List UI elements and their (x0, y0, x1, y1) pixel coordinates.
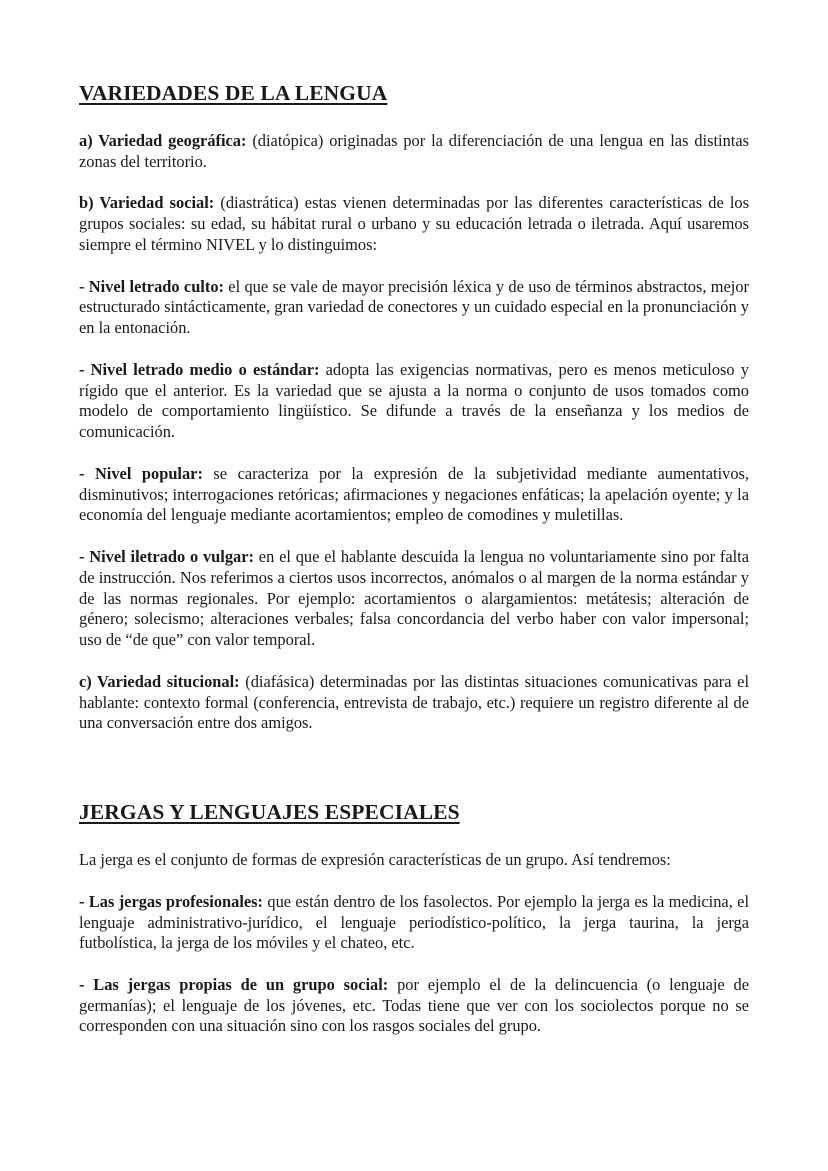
term-nivel-vulgar: - Nivel iletrado o vulgar: (79, 546, 254, 566)
term-nivel-estandar: - Nivel letrado medio o estándar: (79, 359, 320, 379)
term-nivel-culto: - Nivel letrado culto: (79, 276, 224, 296)
paragraph-nivel-estandar (79, 360, 749, 443)
paragraph-variedad-social (79, 193, 749, 255)
definition-nivel-popular: se caracteriza por la expresión de la subjetividad mediante aumentativos, disminutivos; interrogaciones retóricas; afirmaciones y negaciones enfáticas; la apelación oyente; y la economía del lenguaje mediante acortamientos; empleo de comodines y muletillas. (79, 463, 749, 525)
term-variedad-geografica: a) Variedad geográfica: (79, 131, 247, 150)
paragraph-nivel-popular (79, 464, 749, 526)
definition-variedad-social: (diastrática) estas vienen determinadas por las diferentes características de los grupos sociales: su edad, su hábitat rural o urbano y su educación letrada o iletrada. Aquí usaremos siempre el término NIVEL y lo distinguimos: (79, 193, 750, 254)
paragraph-variedad-geografica (79, 131, 749, 173)
term-jergas-profesionales: - Las jergas profesionales: (79, 891, 263, 911)
definition-nivel-estandar: adopta las exigencias normativas, pero es menos meticuloso y rígido que el anterior. Es la variedad que se ajusta a la norma o conjunto de usos tomados como modelo de comportamiento lingüístico. Se difunde a través de la enseñanza y los medios de comunicación. (79, 359, 749, 442)
document-page (79, 78, 749, 1037)
section-title-variedades: VARIEDADES DE LA LENGUA (79, 81, 388, 105)
term-nivel-popular: - Nivel popular: (79, 463, 203, 483)
definition-jergas-profesionales: que están dentro de los fasolectos. Por ejemplo la jerga es la medicina, el lenguaje administrativo-jurídico, el lenguaje periodístico-político, la jerga taurina, la jerga futbolística, la jerga de los móviles y el chateo, etc. (79, 891, 750, 953)
definition-jergas-grupo-social: por ejemplo el de la delincuencia (o lenguaje de germanías); el lenguaje de los jóvenes, etc. Todas tiene que ver con los sociolectos porque no se corresponden con una situación sino con los rasgos sociales del grupo. (79, 974, 749, 1036)
definition-nivel-vulgar: en el que el hablante descuida la lengua no voluntariamente sino por falta de instrucción. Nos referimos a ciertos usos incorrectos, anómalos o al margen de la norma estándar y de las normas regionales. Por ejemplo: acortamientos o alargamientos: metátesis; alteración de género; solecismo; alteraciones verbales; falsa concordancia del verbo haber con valor impersonal; uso de “de que” con valor temporal. (79, 546, 749, 650)
term-jergas-grupo-social: - Las jergas propias de un grupo social: (79, 974, 389, 994)
term-variedad-situacional: c) Variedad situcional: (79, 671, 240, 691)
definition-nivel-culto: el que se vale de mayor precisión léxica y de uso de términos abstractos, mejor estructurado sintácticamente, gran variedad de conectores y un cuidado especial en la pronunciación y en la entonación. (79, 276, 749, 338)
paragraph-jergas-grupo-social (79, 975, 749, 1037)
paragraph-variedad-situacional (79, 672, 749, 734)
section-title-jergas: JERGAS Y LENGUAJES ESPECIALES (79, 800, 460, 825)
definition-variedad-situacional: (diafásica) determinadas por las distintas situaciones comunicativas para el hablante: contexto formal (conferencia, entrevista de trabajo, etc.) requiere un registro diferente al de una conversación entre dos amigos. (79, 671, 749, 733)
paragraph-nivel-vulgar (79, 547, 749, 651)
paragraph-jergas-profesionales (79, 892, 749, 954)
paragraph-jerga-intro: La jerga es el conjunto de formas de expresión características de un grupo. Así tendremos: (79, 850, 671, 870)
paragraph-nivel-culto (79, 277, 749, 339)
term-variedad-social: b) Variedad social: (79, 193, 215, 213)
definition-variedad-geografica: (diatópica) originadas por la diferenciación de una lengua en las distintas zonas del territorio. (79, 131, 749, 171)
